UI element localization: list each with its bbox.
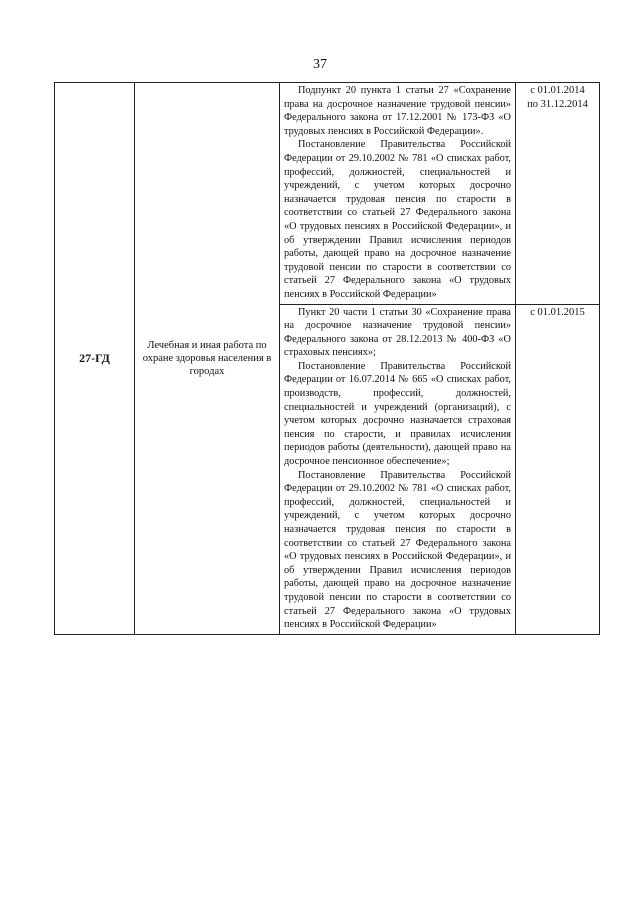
legal-basis-paragraph: Пункт 20 части 1 статьи 30 «Сохранение права на досрочное назначение трудовой пенсии» Федерального закона от 28.12.2013 № 400-ФЗ «О страховых пенсиях»; bbox=[284, 306, 511, 359]
table-row bbox=[55, 83, 600, 305]
period-start: с 01.01.2014 bbox=[530, 85, 585, 96]
legal-basis-cell-2 bbox=[280, 304, 516, 634]
legal-basis-paragraph: Постановление Правительства Российской Федерации от 29.10.2002 № 781 «О списках работ, профессий, должностей, специальностей и учреждений, с учетом которых досрочно назначается трудовая пенсия по старости в соответствии со статьей 27 Федерального закона «О трудовых пенсиях в Российской Федерации», и об утверждении Правил исчисления периодов работы, дающей право на досрочное назначение трудовой пенсии по старости в соответствии со статьей 27 Федерального закона «О трудовых пенсиях в Российской Федерации» bbox=[284, 139, 511, 300]
legal-basis-paragraph: Подпункт 20 пункта 1 статьи 27 «Сохранение права на досрочное назначение трудовой пенсии» Федерального закона от 17.12.2001 № 173-ФЗ «О трудовых пенсиях в Российской Федерации». bbox=[284, 85, 511, 137]
period-cell-1 bbox=[516, 83, 600, 305]
legal-basis-paragraph: Постановление Правительства Российской Федерации от 29.10.2002 № 781 «О списках работ, профессий, должностей, специальностей и учреждений, с учетом которых досрочно назначается трудовая пенсия по старости в соответствии со статьей 27 Федерального закона «О трудовых пенсиях в Российской Федерации», и об утверждении Правил исчисления периодов работы, дающей право на досрочное назначение трудовой пенсии по старости в соответствии со статьей 27 Федерального закона «О трудовых пенсиях в Российской Федерации» bbox=[284, 469, 511, 631]
period-start: с 01.01.2015 bbox=[530, 306, 585, 318]
period-end: по 31.12.2014 bbox=[527, 98, 588, 110]
row-name: Лечебная и иная работа по охране здоровья населения в городах bbox=[135, 83, 280, 635]
row-code: 27-ГД bbox=[55, 83, 135, 635]
period-cell-2 bbox=[516, 304, 600, 634]
legal-basis-paragraph: Постановление Правительства Российской Федерации от 16.07.2014 № 665 «О списках работ, производств, профессий, должностей, специальностей и учреждений (организаций), с учетом которых досрочно назначается страховая пенсия по старости, и правилах исчисления периодов работы (деятельности), дающей право на досрочное пенсионное обеспечение»; bbox=[284, 360, 511, 468]
legal-basis-cell-1 bbox=[280, 83, 516, 305]
document-table bbox=[54, 82, 600, 635]
page-number: 37 bbox=[313, 57, 327, 72]
